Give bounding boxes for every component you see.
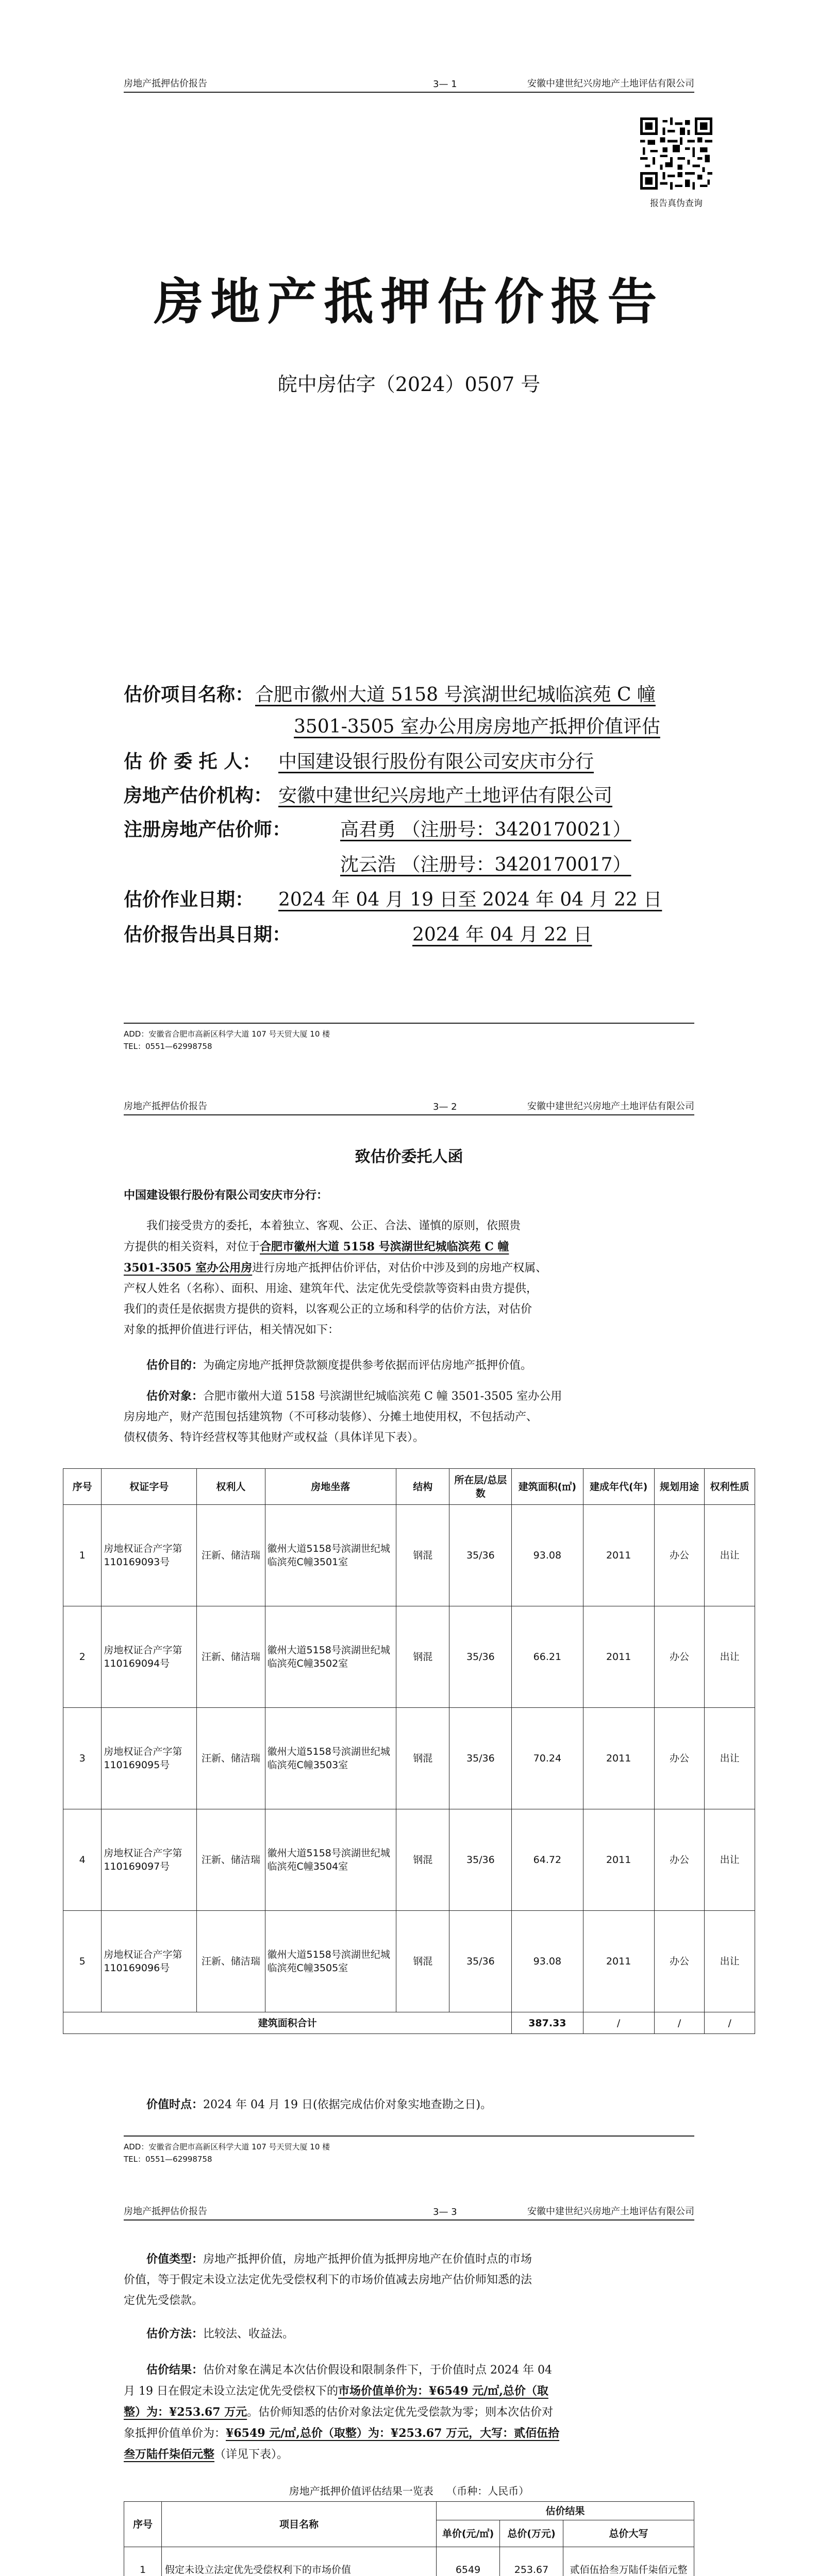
- total-empty: /: [705, 2012, 755, 2034]
- col-header: 序号: [124, 2502, 162, 2547]
- client-label: 估 价 委 托 人：: [124, 751, 261, 772]
- property-address: 合肥市徽州大道 5158 号滨湖世纪城临滨苑 C 幢: [260, 1240, 509, 1253]
- market-total: 整）为：¥253.67 万元: [124, 2405, 247, 2419]
- table-cell: 汪新、储洁瑞: [197, 1708, 265, 1809]
- object-paragraph: [124, 1386, 694, 1448]
- footer-phone: TEL：0551—62998758: [124, 1042, 212, 1051]
- table-cell: 1: [63, 1505, 102, 1606]
- total-empty: /: [583, 2012, 654, 2034]
- col-header: 总价大写: [563, 2520, 694, 2547]
- object-line: [124, 1386, 694, 1407]
- col-header: 项目名称: [162, 2502, 437, 2547]
- table-cell: 办公: [654, 1708, 705, 1809]
- report-title: 房地产抵押估价报告: [154, 273, 664, 331]
- value-type-paragraph: [124, 2249, 694, 2311]
- intro-line: [124, 1258, 694, 1279]
- table-header-row: [124, 2502, 694, 2520]
- page-footer: [124, 2136, 694, 2165]
- table-cell: [162, 2547, 437, 2576]
- table2-caption: [124, 2481, 694, 2501]
- appraiser-2: 沈云浩 （注册号：3420170017）: [340, 854, 631, 875]
- purpose-label: 估价目的：: [146, 1359, 204, 1372]
- intro-text: 方提供的相关资料，对位于: [124, 1241, 260, 1253]
- footer-address: ADD：安徽省合肥市高新区科学大道 107 号天贸大厦 10 楼: [124, 1029, 330, 1039]
- object-line: 房房地产，财产范围包括建筑物（不可移动装修）、分摊土地使用权，不包括动产、: [124, 1411, 538, 1423]
- letter-heading: 致估价委托人函: [355, 1148, 463, 1166]
- table-cell: 2011: [583, 1708, 654, 1809]
- object-label: 估价对象：: [146, 1389, 204, 1403]
- header-left: 房地产抵押估价报告: [124, 1101, 207, 1112]
- table-row: [63, 1809, 755, 1911]
- intro-line: 产权人姓名（名称）、面积、用途、建筑年代、法定优先受偿款等资料由贵方提供，: [124, 1282, 538, 1295]
- result-label: 估价结果：: [146, 2363, 204, 2377]
- table-row: [63, 1606, 755, 1708]
- table-cell: 办公: [654, 1809, 705, 1911]
- project-label: 估价项目名称：: [124, 684, 254, 705]
- result-line: [124, 2444, 694, 2465]
- table-cell: 房地权证合产字第110169096号: [102, 1911, 197, 2012]
- table-cell: 2011: [583, 1911, 654, 2012]
- table-cell: 3: [63, 1708, 102, 1809]
- table-row: [63, 1708, 755, 1809]
- table-header-row: [63, 1469, 755, 1505]
- result-table: [124, 2501, 694, 2576]
- table-cell: 徽州大道5158号滨湖世纪城临滨苑C幢3504室: [265, 1809, 396, 1911]
- table-cell: 汪新、储洁瑞: [197, 1809, 265, 1911]
- method-paragraph: [124, 2324, 694, 2345]
- object-text: 合肥市徽州大道 5158 号滨湖世纪城临滨苑 C 幢 3501-3505 室办公用: [203, 1390, 562, 1403]
- market-value: 市场价值单价为：¥6549 元/㎡,总价（取: [338, 2384, 548, 2398]
- report-number: 皖中房估字（2024）0507 号: [277, 373, 541, 396]
- value-type-line: 价值，等于假定未设立法定优先受偿权利下的市场价值减去房地产估价师知悉的法: [124, 2274, 532, 2286]
- table-cell: 2: [63, 1606, 102, 1708]
- table-cell: 办公: [654, 1505, 705, 1606]
- table-cell: 出让: [705, 1606, 755, 1708]
- table-row: [124, 2547, 694, 2576]
- table-cell: 2011: [583, 1505, 654, 1606]
- table-cell: 钢混: [396, 1606, 449, 1708]
- table-total-row: [63, 2012, 755, 2034]
- org-label: 房地产估价机构：: [124, 785, 273, 806]
- method-text: 比较法、收益法。: [203, 2328, 294, 2341]
- value-type-line: 定优先受偿款。: [124, 2294, 204, 2307]
- table-cell: 钢混: [396, 1708, 449, 1809]
- header-right: 安徽中建世纪兴房地产土地评估有限公司: [527, 1101, 694, 1112]
- table-cell: 6549: [437, 2547, 500, 2576]
- col-header: 房地坐落: [265, 1469, 396, 1505]
- table-cell: 5: [63, 1911, 102, 2012]
- col-header: 权利性质: [705, 1469, 755, 1505]
- col-header: 权证字号: [102, 1469, 197, 1505]
- property-table: [63, 1468, 755, 2034]
- table-cell: 汪新、储洁瑞: [197, 1505, 265, 1606]
- intro-paragraph: [124, 1216, 694, 1341]
- table-cell: 35/36: [449, 1606, 512, 1708]
- purpose-paragraph: [124, 1355, 694, 1376]
- table-cell: 35/36: [449, 1809, 512, 1911]
- total-area: 387.33: [512, 2012, 583, 2034]
- col-header: 权利人: [197, 1469, 265, 1505]
- table-cell: 93.08: [512, 1911, 583, 2012]
- table-cell: 1: [124, 2547, 162, 2576]
- footer-phone: TEL：0551—62998758: [124, 2155, 212, 2164]
- col-header: 单价(元/㎡): [437, 2520, 500, 2547]
- intro-line: 对象的抵押价值进行评估，相关情况如下：: [124, 1324, 340, 1336]
- result-line: [124, 2381, 694, 2402]
- result-text: 估价对象在满足本次估价假设和限制条件下，于价值时点 2024 年 04: [203, 2364, 552, 2377]
- table-cell: 钢混: [396, 1911, 449, 2012]
- intro-text: 进行房地产抵押估价评估，对估价中涉及到的房地产权属、: [252, 1262, 547, 1275]
- result-text: 。估价师知悉的估价对象法定优先受偿款为零；则本次估价对: [247, 2406, 554, 2419]
- table-cell: 35/36: [449, 1911, 512, 2012]
- item-name: 假定未设立法定优先受偿权利下的市场价值: [165, 2564, 352, 2575]
- table-cell: 2011: [583, 1809, 654, 1911]
- table-cell: 66.21: [512, 1606, 583, 1708]
- table-cell: 70.24: [512, 1708, 583, 1809]
- result-line: [124, 2402, 694, 2423]
- table-cell: 房地权证合产字第110169094号: [102, 1606, 197, 1708]
- col-header: 总价(万元): [500, 2520, 563, 2547]
- result-paragraph: [124, 2360, 694, 2465]
- value-date-paragraph: [124, 2094, 694, 2115]
- header-left: 房地产抵押估价报告: [124, 78, 207, 89]
- col-header: 估价结果: [437, 2502, 694, 2520]
- col-header: 结构: [396, 1469, 449, 1505]
- table-cell: 徽州大道5158号滨湖世纪城临滨苑C幢3502室: [265, 1606, 396, 1708]
- value-type-text: 房地产抵押价值，房地产抵押价值为抵押房地产在价值时点的市场: [203, 2253, 532, 2266]
- table-cell: 93.08: [512, 1505, 583, 1606]
- total-empty: /: [654, 2012, 705, 2034]
- result-text: （详见下表）。: [214, 2448, 289, 2461]
- letter-page: [0, 1084, 818, 2190]
- salutation: 中国建设银行股份有限公司安庆市分行：: [124, 1189, 328, 1202]
- table-cell: 2011: [583, 1606, 654, 1708]
- cover-page: [0, 0, 818, 1084]
- table-cell: 出让: [705, 1911, 755, 2012]
- table-row: [63, 1911, 755, 2012]
- client-value: 中国建设银行股份有限公司安庆市分行: [278, 751, 594, 772]
- value-date-label: 价值时点：: [146, 2098, 204, 2111]
- mortgage-value: ¥6549 元/㎡,总价（取整）为：¥253.67 万元，大写：贰佰伍拾: [226, 2427, 560, 2440]
- table-cell: 徽州大道5158号滨湖世纪城临滨苑C幢3503室: [265, 1708, 396, 1809]
- property-unit: 3501-3505 室办公用房: [124, 1261, 253, 1275]
- result-page: [0, 2190, 818, 2576]
- issue-date-value: 2024 年 04 月 22 日: [412, 924, 592, 945]
- page-header: [124, 1100, 694, 1115]
- table-cell: 房地权证合产字第110169095号: [102, 1708, 197, 1809]
- issue-date-label: 估价报告出具日期：: [124, 924, 291, 945]
- appraiser-1: 高君勇 （注册号：3420170021）: [340, 819, 631, 840]
- header-right: 安徽中建世纪兴房地产土地评估有限公司: [527, 2206, 694, 2217]
- header-right: 安徽中建世纪兴房地产土地评估有限公司: [527, 78, 694, 89]
- table-cell: 64.72: [512, 1809, 583, 1911]
- table-cell: 35/36: [449, 1708, 512, 1809]
- table-cell: 出让: [705, 1708, 755, 1809]
- table-cell: 徽州大道5158号滨湖世纪城临滨苑C幢3505室: [265, 1911, 396, 2012]
- intro-line: 我们接受贵方的委托，本着独立、客观、公正、合法、谨慎的原则，依照贵: [146, 1219, 521, 1232]
- qr-caption: 报告真伪查询: [650, 198, 703, 209]
- page-header: [124, 2205, 694, 2221]
- table-cell: 贰佰伍拾叁万陆仟柒佰元整: [563, 2547, 694, 2576]
- table-caption: 房地产抵押价值评估结果一览表: [289, 2485, 433, 2497]
- result-line: [124, 2423, 694, 2444]
- table-cell: 出让: [705, 1809, 755, 1911]
- table-cell: 汪新、储洁瑞: [197, 1606, 265, 1708]
- page-number: 3— 2: [433, 1101, 457, 1112]
- value-date-text: 2024 年 04 月 19 日(依据完成估价对象实地查勘之日)。: [203, 2098, 492, 2111]
- purpose-text: 为确定房地产抵押贷款额度提供参考依据而评估房地产抵押价值。: [203, 1359, 532, 1372]
- footer-address: ADD：安徽省合肥市高新区科学大道 107 号天贸大厦 10 楼: [124, 2142, 330, 2151]
- header-left: 房地产抵押估价报告: [124, 2206, 207, 2217]
- table-cell: 4: [63, 1809, 102, 1911]
- col-header: 所在层/总层数: [449, 1469, 512, 1505]
- total-label: 建筑面积合计: [63, 2012, 512, 2034]
- intro-line: 我们的责任是依据贵方提供的资料，以客观公正的立场和科学的估价方法，对估价: [124, 1303, 532, 1316]
- page-header: [124, 77, 694, 93]
- col-header: 建筑面积(㎡): [512, 1469, 583, 1505]
- table-cell: 徽州大道5158号滨湖世纪城临滨苑C幢3501室: [265, 1505, 396, 1606]
- table-cell: 办公: [654, 1911, 705, 2012]
- value-type-line: [124, 2249, 694, 2270]
- project-value-line1: 合肥市徽州大道 5158 号滨湖世纪城临滨苑 C 幢: [255, 684, 656, 705]
- col-header: 序号: [63, 1469, 102, 1505]
- table-cell: 253.67: [500, 2547, 563, 2576]
- mortgage-total-words: 叁万陆仟柒佰元整: [124, 2448, 215, 2461]
- table-cell: 房地权证合产字第110169093号: [102, 1505, 197, 1606]
- page-number: 3— 3: [433, 2207, 457, 2217]
- result-line: [124, 2360, 694, 2381]
- table-cell: 钢混: [396, 1505, 449, 1606]
- project-value-line2: 3501-3505 室办公用房房地产抵押价值评估: [294, 716, 660, 737]
- work-date-value: 2024 年 04 月 19 日至 2024 年 04 月 22 日: [278, 889, 662, 910]
- table-cell: 出让: [705, 1505, 755, 1606]
- value-type-label: 价值类型：: [146, 2252, 204, 2266]
- table-row: [63, 1505, 755, 1606]
- result-text: 月 19 日在假定未设立法定优先受偿权下的: [124, 2385, 338, 2398]
- currency-note: （币种：人民币）: [446, 2485, 529, 2497]
- method-label: 估价方法：: [146, 2327, 204, 2341]
- org-value: 安徽中建世纪兴房地产土地评估有限公司: [278, 785, 613, 806]
- col-header: 规划用途: [654, 1469, 705, 1505]
- intro-line: [124, 1236, 694, 1258]
- table-cell: 房地权证合产字第110169097号: [102, 1809, 197, 1911]
- qr-code-icon[interactable]: [640, 117, 712, 190]
- table-cell: 汪新、储洁瑞: [197, 1911, 265, 2012]
- table-cell: 办公: [654, 1606, 705, 1708]
- page-number: 3— 1: [433, 79, 457, 90]
- table-cell: 钢混: [396, 1809, 449, 1911]
- table-cell: 35/36: [449, 1505, 512, 1606]
- appraiser-label: 注册房地产估价师：: [124, 819, 291, 840]
- page-footer: [124, 1023, 694, 1053]
- result-table-body: [124, 2547, 694, 2576]
- col-header: 建成年代(年): [583, 1469, 654, 1505]
- property-table-body: [63, 1505, 755, 2012]
- result-text: 象抵押价值单价为：: [124, 2427, 226, 2440]
- work-date-label: 估价作业日期：: [124, 889, 254, 910]
- object-line: 债权债务、特许经营权等其他财产或权益（具体详见下表）。: [124, 1431, 425, 1444]
